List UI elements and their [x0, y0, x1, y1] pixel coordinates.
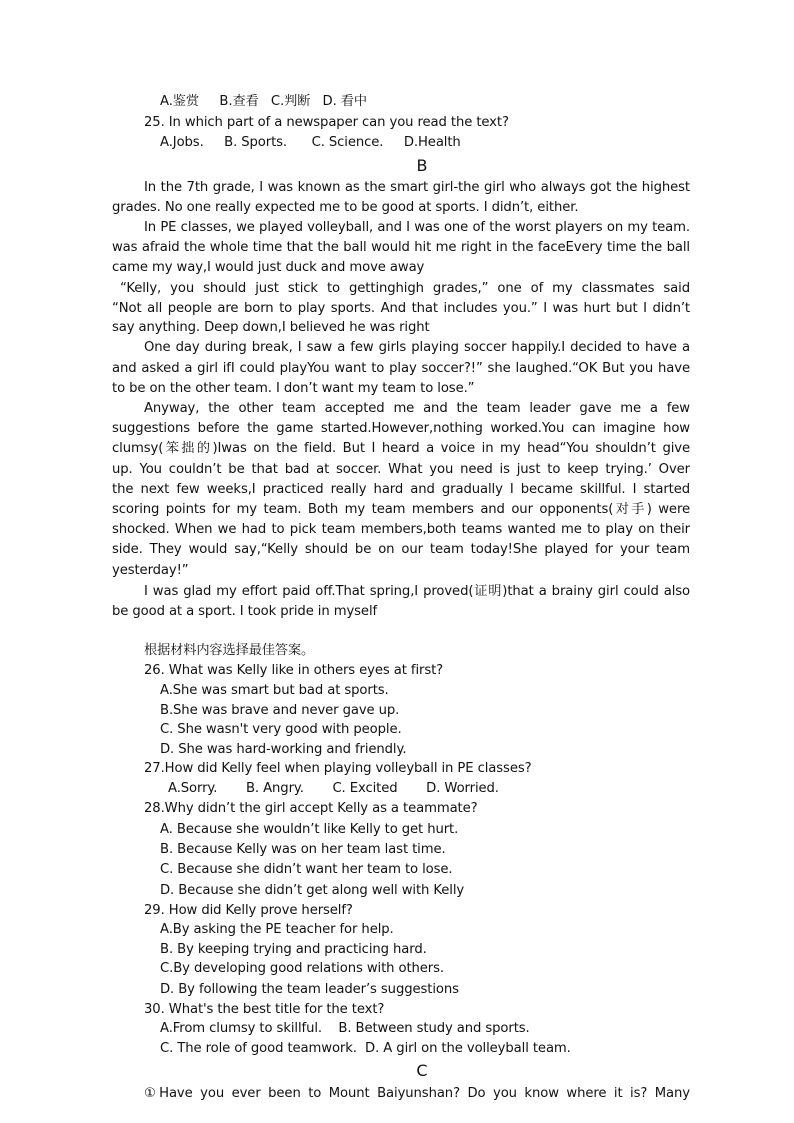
- answer-option: B.She was brave and never gave up.: [160, 703, 400, 718]
- passage-line: In PE classes, we played volleyball, and I was one of the worst players on my team.: [144, 220, 690, 235]
- answer-option: C. She wasn't very good with people.: [160, 722, 402, 737]
- passage-line: say anything. Deep down,I believed he was right: [112, 320, 430, 335]
- answer-option: C.By developing good relations with others.: [160, 961, 444, 976]
- passage-line: In the 7th grade, I was known as the smart girl-the girl who always got the highest: [144, 180, 690, 195]
- answer-option: B. By keeping trying and practicing hard.: [160, 942, 427, 957]
- answer-option: D. By following the team leader’s suggestions: [160, 982, 459, 997]
- q25-options: A.Jobs. B. Sports. C. Science. D.Health: [160, 135, 461, 150]
- passage-line: clumsy(笨拙的)Iwas on the field. But I heard a voice in my head“You shouldn’t give: [112, 441, 690, 456]
- answer-option: A.From clumsy to skillful. B. Between study and sports.: [160, 1021, 530, 1036]
- passage-c-line: ①Have you ever been to Mount Baiyunshan? Do you know where it is? Many: [144, 1086, 690, 1101]
- answer-option: B. Because Kelly was on her team last time.: [160, 842, 446, 857]
- passage-line: the next few weeks,I practiced really hard and gradually I became skillful. I started: [112, 482, 690, 497]
- passage-line: side. They would say,“Kelly should be on our team today!She played for your team: [112, 542, 690, 557]
- answer-option: A.Sorry. B. Angry. C. Excited D. Worried.: [168, 781, 499, 796]
- passage-line: up. You couldn’t be that bad at soccer. What you need is just to keep trying.’ Over: [112, 462, 690, 477]
- question-stem: 30. What's the best title for the text?: [144, 1002, 385, 1017]
- answer-option: C. The role of good teamwork. D. A girl on the volleyball team.: [160, 1041, 571, 1056]
- q25-stem: 25. In which part of a newspaper can you read the text?: [144, 115, 509, 130]
- question-stem: 27.How did Kelly feel when playing volleyball in PE classes?: [144, 761, 532, 776]
- answer-option: A.She was smart but bad at sports.: [160, 683, 389, 698]
- passage-line: to be on the other team. I don’t want my team to lose.”: [112, 381, 475, 396]
- passage-line: be good at a sport. I took pride in myself: [112, 604, 378, 619]
- passage-line: and asked a girl ifI could playYou want to play soccer?!” she laughed.“OK But you have: [112, 361, 690, 376]
- passage-line: Anyway, the other team accepted me and the team leader gave me a few: [144, 401, 690, 416]
- passage-line: One day during break, I saw a few girls playing soccer happily.I decided to have a: [144, 340, 690, 355]
- passage-line: “Kelly, you should just stick to gettinghigh grades,” one of my classmates said: [120, 281, 690, 296]
- answer-option: A. Because she wouldn’t like Kelly to get hurt.: [160, 822, 459, 837]
- passage-line: “Not all people are born to play sports. And that includes you.” I was hurt but I didn’t: [112, 301, 690, 316]
- passage-line: suggestions before the game started.However,nothing worked.You can imagine how: [112, 421, 690, 436]
- passage-line: I was glad my effort paid off.That spring,I proved(证明)that a brainy girl could also: [144, 584, 690, 599]
- q24-options: A.鉴赏 B.查看 C.判断 D. 看中: [160, 94, 367, 109]
- answer-option: A.By asking the PE teacher for help.: [160, 922, 394, 937]
- answer-option: D. She was hard-working and friendly.: [160, 742, 407, 757]
- question-stem: 26. What was Kelly like in others eyes at first?: [144, 663, 444, 678]
- passage-line: shocked. When we had to pick team members,both teams wanted me to play on their: [112, 522, 690, 537]
- passage-line: scoring points for my team. Both my team members and our opponents(对手) were: [112, 502, 690, 517]
- passage-line: yesterday!”: [112, 563, 189, 578]
- section-c-heading: C: [416, 1061, 428, 1080]
- question-instruction: 根据材料内容选择最佳答案。: [144, 643, 315, 658]
- answer-option: D. Because she didn’t get along well with Kelly: [160, 883, 465, 898]
- question-stem: 28.Why didn’t the girl accept Kelly as a teammate?: [144, 801, 478, 816]
- passage-line: was afraid the whole time that the ball would hit me right in the faceEvery time the ball: [112, 240, 690, 255]
- question-stem: 29. How did Kelly prove herself?: [144, 903, 353, 918]
- answer-option: C. Because she didn’t want her team to lose.: [160, 862, 453, 877]
- passage-line: came my way,I would just duck and move away: [112, 260, 425, 275]
- section-b-heading: B: [416, 156, 428, 175]
- passage-line: grades. No one really expected me to be good at sports. I didn’t, either.: [112, 200, 579, 215]
